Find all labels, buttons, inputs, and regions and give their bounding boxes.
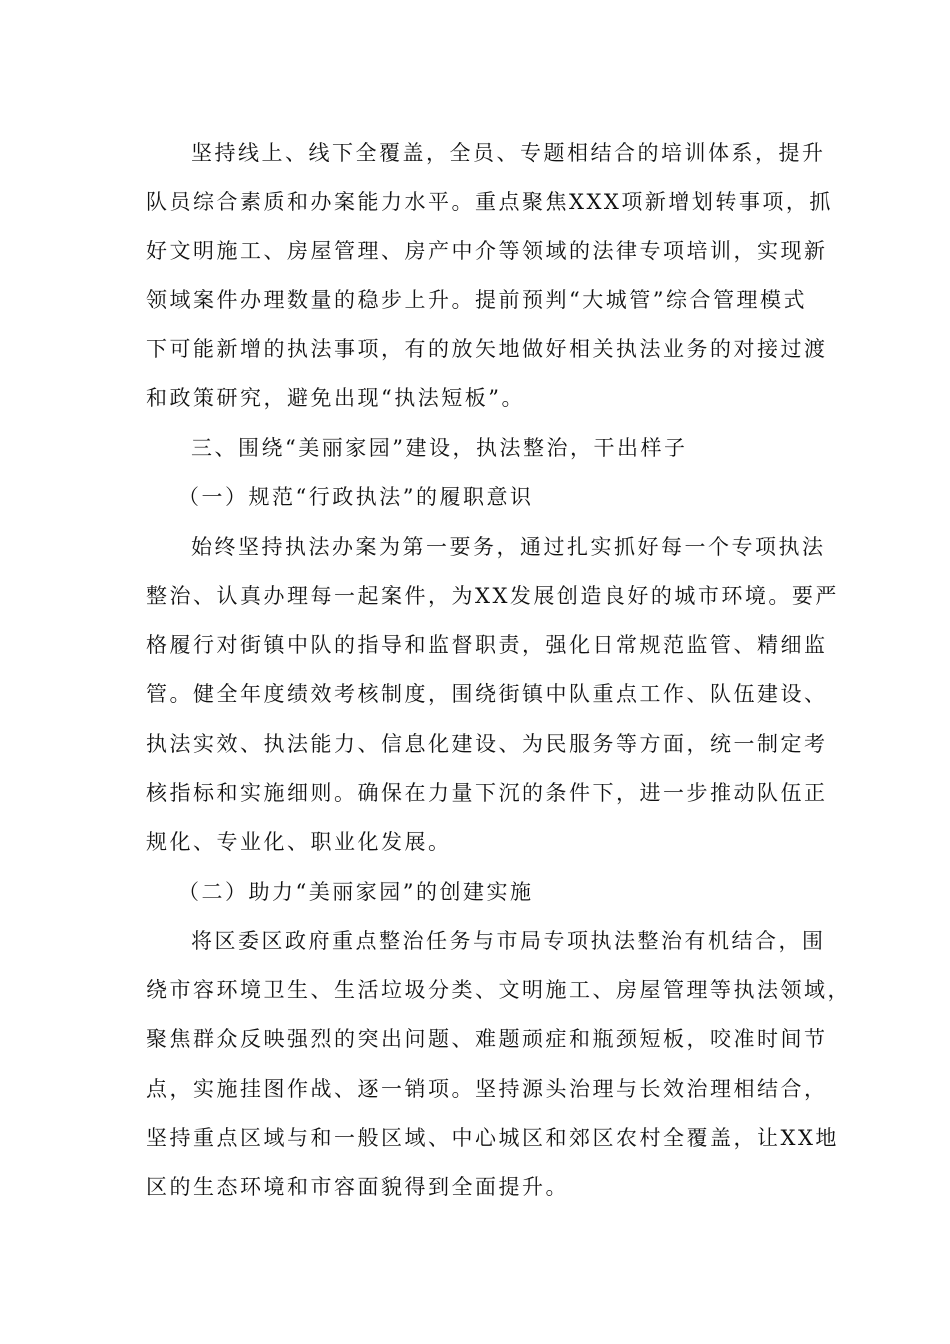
subsection-heading: （二）助力“美丽家园”的创建实施 (178, 880, 534, 904)
paragraph-line: 聚焦群众反映强烈的突出问题、难题顽症和瓶颈短板，咬准时间节 (146, 1027, 828, 1051)
paragraph-line: 好文明施工、房屋管理、房产中介等领域的法律专项培训，实现新 (146, 239, 828, 263)
paragraph-line: 规化、专业化、职业化发展。 (146, 830, 452, 854)
paragraph-line: 管。健全年度绩效考核制度，围绕街镇中队重点工作、队伍建设、 (146, 682, 828, 706)
paragraph-line: 始终坚持执法办案为第一要务，通过扎实抓好每一个专项执法 (191, 535, 826, 559)
paragraph-line: 格履行对街镇中队的指导和监督职责，强化日常规范监管、精细监 (146, 633, 828, 657)
paragraph-line: 坚持线上、线下全覆盖，全员、专题相结合的培训体系，提升 (191, 141, 826, 165)
paragraph-line: 点，实施挂图作战、逐一销项。坚持源头治理与长效治理相结合， (146, 1077, 828, 1101)
paragraph-line: 将区委区政府重点整治任务与市局专项执法整治有机结合，围 (191, 929, 826, 953)
paragraph-line: 整治、认真办理每一起案件，为XX发展创造良好的城市环境。要严 (146, 584, 839, 608)
paragraph-line: 核指标和实施细则。确保在力量下沉的条件下，进一步推动队伍正 (146, 781, 828, 805)
paragraph-line: 区的生态环境和市容面貌得到全面提升。 (146, 1175, 569, 1199)
paragraph-line: 坚持重点区域与和一般区域、中心城区和郊区农村全覆盖，让XX地 (146, 1126, 839, 1150)
paragraph-line: 领域案件办理数量的稳步上升。提前预判“大城管”综合管理模式 (146, 288, 807, 312)
paragraph-line: 绕市容环境卫生、生活垃圾分类、文明施工、房屋管理等执法领域， (146, 978, 851, 1002)
section-heading: 三、围绕“美丽家园”建设，执法整治，干出样子 (191, 436, 688, 460)
paragraph-line: 和政策研究，避免出现“执法短板”。 (146, 386, 525, 410)
paragraph-line: 下可能新增的执法事项，有的放矢地做好相关执法业务的对接过渡 (146, 337, 828, 361)
subsection-heading: （一）规范“行政执法”的履职意识 (178, 485, 534, 509)
paragraph-line: 执法实效、执法能力、信息化建设、为民服务等方面，统一制定考 (146, 732, 828, 756)
paragraph-line: 队员综合素质和办案能力水平。重点聚焦XXX项新增划转事项，抓 (146, 190, 833, 214)
